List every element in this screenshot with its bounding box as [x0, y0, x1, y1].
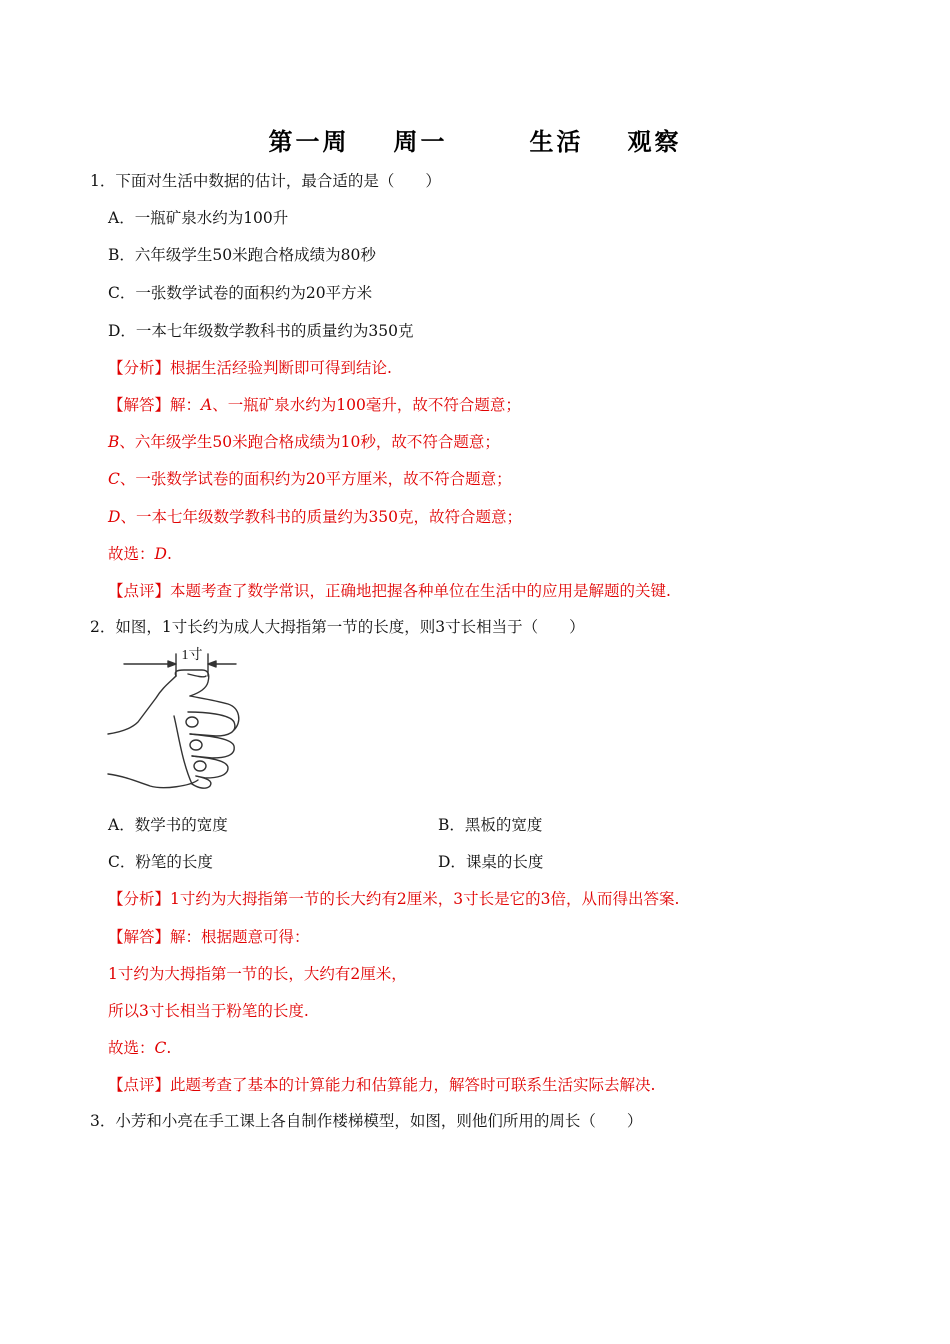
- q2-option-b: B．黑板的宽度: [438, 816, 543, 834]
- title-topic-1: 生活: [529, 128, 584, 156]
- q1-option-b: B．六年级学生50米跑合格成绩为80秒: [108, 246, 376, 264]
- q1-answer-text-d: 、一本七年级数学教科书的质量约为350克，故符合题意；: [120, 508, 523, 526]
- q1-answer-line-1: [108, 394, 521, 416]
- q1-answer-line-2: [108, 431, 500, 453]
- q1-option-d: D．一本七年级数学教科书的质量约为350克: [108, 322, 414, 340]
- q1-analysis-tag: 【分析】: [108, 359, 171, 377]
- q2-comment-text: 此题考查了基本的计算能力和估算能力，解答时可联系生活实际去解决.: [170, 1076, 656, 1094]
- q1-answer-line-3: [108, 468, 512, 490]
- q2-choice: [108, 1037, 171, 1059]
- q1-answer-tag: 【解答】: [108, 396, 171, 414]
- q1-answer-letter-c: C: [108, 470, 120, 488]
- q2-answer-tag: 【解答】: [108, 928, 171, 946]
- q2-answer-line-1: [108, 926, 310, 948]
- question-1-stem: 1．下面对生活中数据的估计，最合适的是（ ）: [90, 172, 441, 190]
- q1-answer-prefix: 解：: [170, 396, 202, 414]
- q2-comment-tag: 【点评】: [108, 1076, 171, 1094]
- q2-choice-letter: C: [154, 1039, 167, 1057]
- q1-choice-end: .: [166, 545, 172, 563]
- q2-choice-end: .: [166, 1039, 172, 1057]
- thumb-figure: [104, 642, 246, 790]
- q2-analysis-tag: 【分析】: [108, 890, 171, 908]
- q2-option-c: C．粉笔的长度: [108, 853, 213, 871]
- question-3-stem: 3．小芳和小亮在手工课上各自制作楼梯模型，如图，则他们所用的周长（ ）: [90, 1112, 643, 1130]
- page-title: [0, 122, 950, 157]
- q2-option-a: A．数学书的宽度: [108, 816, 228, 834]
- arrow-head-left: [168, 661, 176, 667]
- title-topic-2: 观察: [627, 128, 682, 156]
- q1-choice-letter: D: [154, 545, 167, 563]
- q2-option-d: D．课桌的长度: [438, 853, 544, 871]
- arrow-head-right: [208, 661, 216, 667]
- q1-answer-text-c: 、一张数学试卷的面积约为20平方厘米，故不符合题意；: [119, 470, 512, 488]
- q2-analysis-text: 1寸约为大拇指第一节的长大约有2厘米，3寸长是它的3倍，从而得出答案.: [170, 890, 680, 908]
- q1-option-a: A．一瓶矿泉水约为100升: [108, 209, 289, 227]
- q2-analysis: [108, 888, 679, 910]
- question-2-stem: 2．如图，1寸长约为成人大拇指第一节的长度，则3寸长相当于（ ）: [90, 618, 585, 636]
- q1-choice-label: 故选：: [108, 545, 155, 563]
- q1-comment: [108, 580, 671, 602]
- q1-answer-letter-b: B: [108, 433, 120, 451]
- q2-answer-intro: 解：根据题意可得：: [170, 928, 310, 946]
- q1-analysis-text: 根据生活经验判断即可得到结论.: [170, 359, 392, 377]
- q1-answer-letter-a: A: [201, 396, 213, 414]
- q1-answer-text-a: 、一瓶矿泉水约为100毫升，故不符合题意；: [212, 396, 521, 414]
- q1-answer-letter-d: D: [108, 508, 121, 526]
- q1-answer-text-b: 、六年级学生50米跑合格成绩为10秒，故不符合题意；: [119, 433, 500, 451]
- q1-comment-text: 本题考查了数学常识，正确地把握各种单位在生活中的应用是解题的关键.: [170, 582, 671, 600]
- figure-unit-label: 1寸: [181, 648, 203, 663]
- q1-comment-tag: 【点评】: [108, 582, 171, 600]
- q2-answer-line-3: 所以3寸长相当于粉笔的长度.: [108, 1002, 309, 1020]
- title-day: 周一: [393, 128, 448, 156]
- q1-choice: [108, 543, 172, 565]
- q1-option-c: C．一张数学试卷的面积约为20平方米: [108, 284, 373, 302]
- q1-answer-line-4: [108, 506, 522, 528]
- q2-comment: [108, 1074, 655, 1096]
- q2-choice-label: 故选：: [108, 1039, 155, 1057]
- q2-answer-line-2: 1寸约为大拇指第一节的长，大约有2厘米，: [108, 965, 407, 983]
- title-week: 第一周: [268, 128, 350, 156]
- q1-analysis: [108, 357, 392, 379]
